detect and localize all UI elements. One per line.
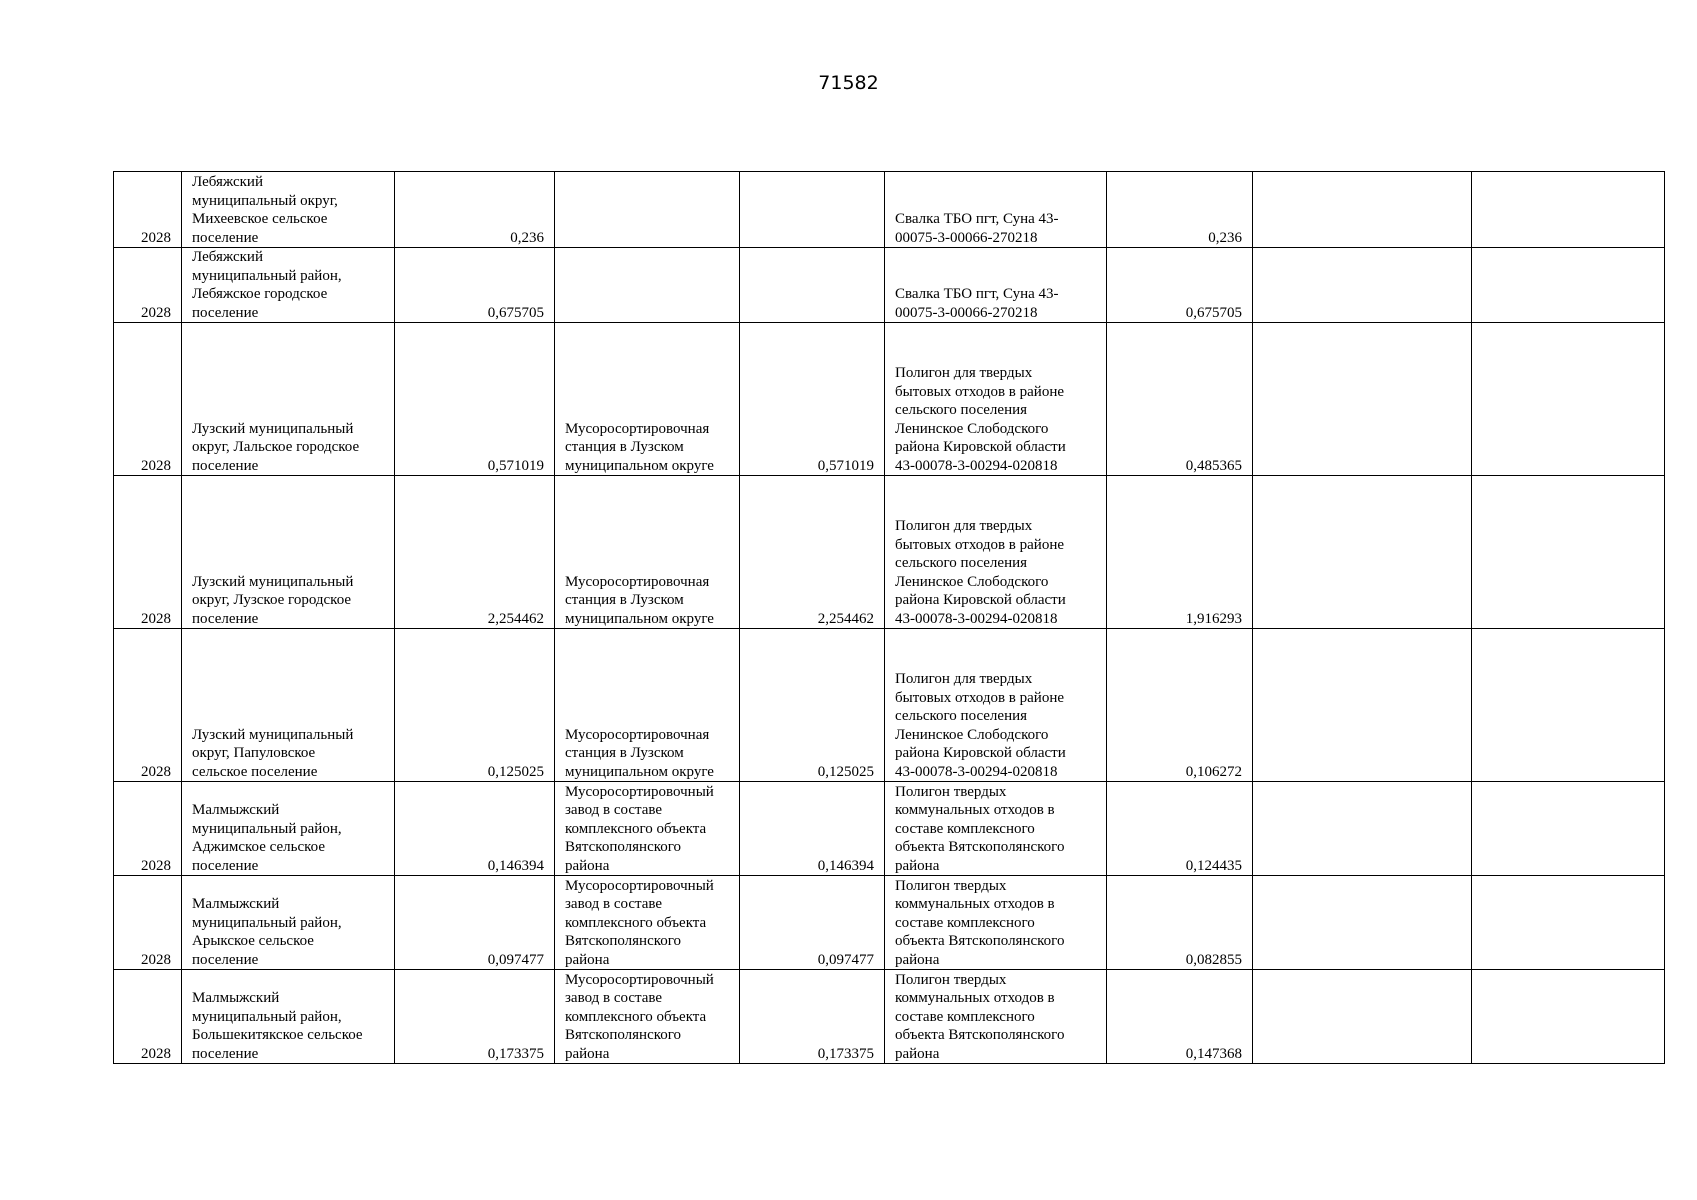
landfill-cell: Полигон твердых коммунальных отходов в составе комплексного объекта Вятскополянского района: [885, 970, 1107, 1064]
municipality-cell: Малмыжский муниципальный район, Аджимское сельское поселение: [182, 782, 395, 876]
sorting-station-cell: Мусоросортировочная станция в Лузском муниципальном округе: [555, 476, 740, 629]
empty-cell: [1472, 476, 1665, 629]
waste-mass-cell: 0,236: [395, 172, 555, 248]
empty-cell: [1253, 476, 1472, 629]
municipality-cell: Малмыжский муниципальный район, Большекитякское сельское поселение: [182, 970, 395, 1064]
year-cell: 2028: [114, 970, 182, 1064]
waste-mass-cell: 2,254462: [395, 476, 555, 629]
table-row: [114, 629, 1665, 782]
municipality-cell: Лебяжский муниципальный район, Лебяжское городское поселение: [182, 248, 395, 323]
table-row: [114, 476, 1665, 629]
municipality-cell: Лузский муниципальный округ, Папуловское сельское поселение: [182, 629, 395, 782]
empty-cell: [1472, 172, 1665, 248]
sorting-station-cell: Мусоросортировочная станция в Лузском муниципальном округе: [555, 629, 740, 782]
waste-mass-cell: 0,173375: [395, 970, 555, 1064]
sorting-station-cell: [555, 172, 740, 248]
year-cell: 2028: [114, 876, 182, 970]
sorting-station-cell: Мусоросортировочная станция в Лузском муниципальном округе: [555, 323, 740, 476]
landfill-cell: Полигон для твердых бытовых отходов в районе сельского поселения Ленинское Слободского района Кировской области 43-00078-3-00294-020818: [885, 476, 1107, 629]
landfill-mass-cell: 0,106272: [1107, 629, 1253, 782]
municipality-cell: Лузский муниципальный округ, Лальское городское поселение: [182, 323, 395, 476]
waste-mass-cell: 0,125025: [395, 629, 555, 782]
landfill-mass-cell: 0,485365: [1107, 323, 1253, 476]
empty-cell: [1253, 970, 1472, 1064]
landfill-cell: Полигон твердых коммунальных отходов в составе комплексного объекта Вятскополянского района: [885, 782, 1107, 876]
waste-mass-cell: 0,097477: [395, 876, 555, 970]
year-cell: 2028: [114, 629, 182, 782]
sorting-station-cell: Мусоросортировочный завод в составе комплексного объекта Вятскополянского района: [555, 876, 740, 970]
municipality-cell: Лебяжский муниципальный округ, Михеевское сельское поселение: [182, 172, 395, 248]
empty-cell: [1253, 323, 1472, 476]
page-number: 71582: [818, 72, 879, 94]
table-row: [114, 323, 1665, 476]
year-cell: 2028: [114, 323, 182, 476]
empty-cell: [1253, 629, 1472, 782]
sorting-mass-cell: 0,097477: [740, 876, 885, 970]
sorting-mass-cell: 0,125025: [740, 629, 885, 782]
municipality-cell: Малмыжский муниципальный район, Арыкское сельское поселение: [182, 876, 395, 970]
landfill-mass-cell: 0,236: [1107, 172, 1253, 248]
waste-mass-cell: 0,675705: [395, 248, 555, 323]
year-cell: 2028: [114, 248, 182, 323]
year-cell: 2028: [114, 782, 182, 876]
landfill-mass-cell: 0,124435: [1107, 782, 1253, 876]
table-row: [114, 248, 1665, 323]
table-row: [114, 970, 1665, 1064]
landfill-cell: Свалка ТБО пгт, Суна 43- 00075-3-00066-270218: [885, 248, 1107, 323]
landfill-mass-cell: 0,082855: [1107, 876, 1253, 970]
empty-cell: [1472, 248, 1665, 323]
sorting-mass-cell: 0,173375: [740, 970, 885, 1064]
empty-cell: [1253, 876, 1472, 970]
sorting-mass-cell: 2,254462: [740, 476, 885, 629]
table-row: [114, 172, 1665, 248]
year-cell: 2028: [114, 476, 182, 629]
empty-cell: [1253, 782, 1472, 876]
landfill-mass-cell: 0,675705: [1107, 248, 1253, 323]
sorting-mass-cell: 0,571019: [740, 323, 885, 476]
empty-cell: [1253, 248, 1472, 323]
landfill-cell: Полигон для твердых бытовых отходов в районе сельского поселения Ленинское Слободского района Кировской области 43-00078-3-00294-020818: [885, 323, 1107, 476]
empty-cell: [1472, 876, 1665, 970]
landfill-mass-cell: 1,916293: [1107, 476, 1253, 629]
landfill-cell: Полигон твердых коммунальных отходов в составе комплексного объекта Вятскополянского района: [885, 876, 1107, 970]
landfill-cell: Полигон для твердых бытовых отходов в районе сельского поселения Ленинское Слободского района Кировской области 43-00078-3-00294-020818: [885, 629, 1107, 782]
landfill-mass-cell: 0,147368: [1107, 970, 1253, 1064]
table-row: [114, 782, 1665, 876]
empty-cell: [1472, 970, 1665, 1064]
sorting-mass-cell: [740, 248, 885, 323]
waste-flow-table: [113, 171, 1665, 1064]
table-row: [114, 876, 1665, 970]
empty-cell: [1253, 172, 1472, 248]
sorting-mass-cell: 0,146394: [740, 782, 885, 876]
waste-mass-cell: 0,571019: [395, 323, 555, 476]
table-body: [114, 172, 1665, 1064]
empty-cell: [1472, 629, 1665, 782]
sorting-station-cell: Мусоросортировочный завод в составе комплексного объекта Вятскополянского района: [555, 782, 740, 876]
waste-mass-cell: 0,146394: [395, 782, 555, 876]
sorting-station-cell: [555, 248, 740, 323]
municipality-cell: Лузский муниципальный округ, Лузское городское поселение: [182, 476, 395, 629]
year-cell: 2028: [114, 172, 182, 248]
sorting-station-cell: Мусоросортировочный завод в составе комплексного объекта Вятскополянского района: [555, 970, 740, 1064]
sorting-mass-cell: [740, 172, 885, 248]
landfill-cell: Свалка ТБО пгт, Суна 43- 00075-3-00066-270218: [885, 172, 1107, 248]
empty-cell: [1472, 782, 1665, 876]
empty-cell: [1472, 323, 1665, 476]
